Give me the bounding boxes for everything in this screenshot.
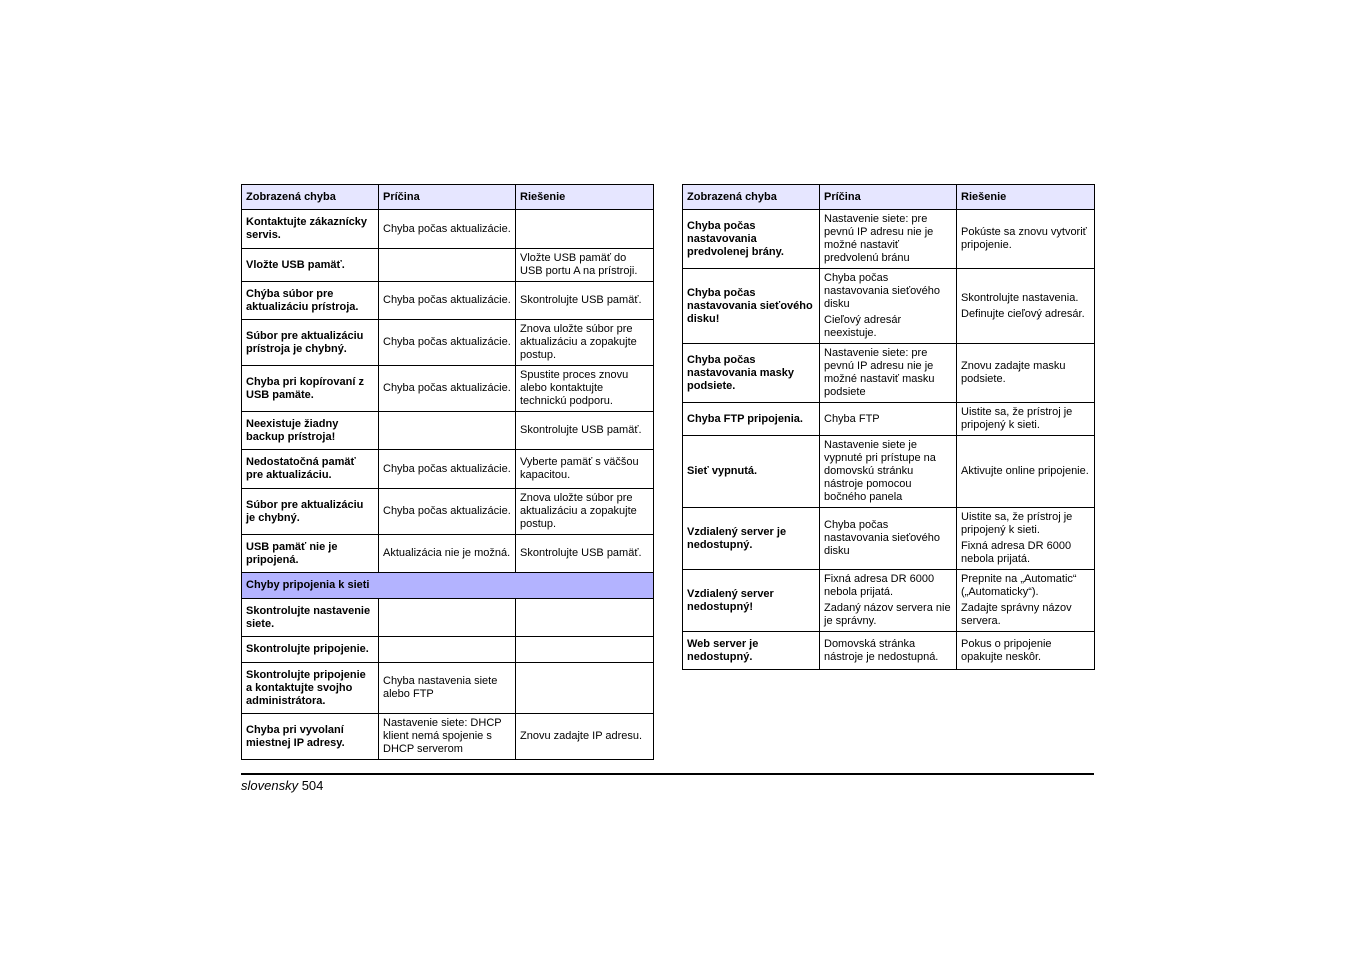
- solution-text: Znova uložte súbor pre aktualizáciu a zopakujte postup.: [520, 492, 637, 530]
- cause-cell: [820, 269, 957, 344]
- table-row: [242, 714, 654, 760]
- table-row: [242, 320, 654, 366]
- table-row: [683, 269, 1095, 344]
- cause-text: Chyba počas aktualizácie.: [383, 462, 511, 475]
- cause-cell: [379, 450, 516, 489]
- error-message: Sieť vypnutá.: [683, 436, 820, 508]
- solution-text: Skontrolujte USB pamäť.: [520, 424, 642, 436]
- error-message: Vzdialený server nedostupný!: [683, 570, 820, 632]
- cause-cell: [379, 210, 516, 249]
- solution-text: Skontrolujte USB pamäť.: [520, 294, 642, 306]
- error-message: USB pamäť nie je pripojená.: [242, 535, 379, 573]
- solution-cell: [516, 450, 654, 489]
- solution-cell: [957, 210, 1095, 269]
- error-message: Skontrolujte pripojenie.: [242, 637, 379, 663]
- solution-cell: [957, 570, 1095, 632]
- cause-text: Chyba počas aktualizácie.: [383, 336, 511, 348]
- cause-cell: [379, 599, 516, 637]
- solution-text: Znova uložte súbor pre aktualizáciu a zopakujte postup.: [520, 323, 637, 361]
- header-error: Zobrazená chyba: [683, 185, 820, 210]
- solution-cell: [516, 210, 654, 249]
- cause-text: Chyba počas aktualizácie.: [383, 382, 511, 394]
- solution-cell: [516, 535, 654, 573]
- table-row: [242, 599, 654, 637]
- cause-cell: [820, 210, 957, 269]
- error-message: Neexistuje žiadny backup prístroja!: [242, 412, 379, 450]
- table-row: [242, 282, 654, 320]
- solution-text: Aktivujte online pripojenie.: [961, 465, 1089, 477]
- error-message: Chyba FTP pripojenia.: [683, 403, 820, 436]
- error-message: Súbor pre aktualizáciu prístroja je chybný.: [242, 320, 379, 366]
- cause-text: Aktualizácia nie je možná.: [383, 547, 511, 559]
- error-message: Chyba pri kopírovaní z USB pamäte.: [242, 366, 379, 412]
- table-header-row: [683, 185, 1095, 210]
- table-row: [242, 366, 654, 412]
- table-row: [242, 412, 654, 450]
- cause-text: Chyba počas aktualizácie.: [383, 505, 511, 517]
- error-table-right: [682, 184, 1095, 670]
- error-message: Chyba pri vyvolaní miestnej IP adresy.: [242, 714, 379, 760]
- error-message: Súbor pre aktualizáciu je chybný.: [242, 489, 379, 535]
- table-row: [242, 637, 654, 663]
- cause-text: Nastavenie siete je vypnuté pri prístupe na domovskú stránku nástroje pomocou bočného panela: [824, 439, 936, 503]
- cause-cell: [379, 714, 516, 760]
- error-message: Skontrolujte pripojenie a kontaktujte svojho administrátora.: [242, 663, 379, 714]
- table-row: [242, 663, 654, 714]
- cause-text: Chyba počas nastavovania sieťového disku: [824, 272, 941, 310]
- table-row: [683, 344, 1095, 403]
- page-footer: [241, 778, 323, 793]
- error-message: Nedostatočná pamäť pre aktualizáciu.: [242, 450, 379, 489]
- error-message: Skontrolujte nastavenie siete.: [242, 599, 379, 637]
- header-solution: Riešenie: [516, 185, 654, 210]
- cause-cell: [820, 436, 957, 508]
- cause-cell: [379, 663, 516, 714]
- error-message: Web server je nedostupný.: [683, 632, 820, 670]
- cause-text: Cieľový adresár neexistuje.: [824, 314, 902, 339]
- cause-cell: [820, 403, 957, 436]
- solution-cell: [516, 320, 654, 366]
- error-message: Chyba počas nastavovania sieťového disku!: [683, 269, 820, 344]
- header-error: Zobrazená chyba: [242, 185, 379, 210]
- table-row: [683, 632, 1095, 670]
- solution-cell: [957, 403, 1095, 436]
- cause-text: Nastavenie siete: DHCP klient nemá spojenie s DHCP serverom: [383, 717, 502, 755]
- solution-text: Vložte USB pamäť do USB portu A na prístroji.: [520, 252, 638, 277]
- solution-text: Fixná adresa DR 6000 nebola prijatá.: [961, 540, 1072, 565]
- solution-text: Prepnite na „Automatic“ („Automaticky“).: [961, 573, 1077, 598]
- solution-cell: [957, 269, 1095, 344]
- table-row: [683, 210, 1095, 269]
- cause-cell: [379, 249, 516, 282]
- cause-cell: [379, 320, 516, 366]
- error-message: Vzdialený server je nedostupný.: [683, 508, 820, 570]
- cause-text: Nastavenie siete: pre pevnú IP adresu nie je možné nastaviť predvolenú bránu: [824, 213, 934, 264]
- solution-cell: [516, 412, 654, 450]
- cause-text: Chyba počas aktualizácie.: [383, 294, 511, 306]
- solution-cell: [516, 282, 654, 320]
- table-row: [242, 489, 654, 535]
- table-row: [242, 450, 654, 489]
- solution-cell: [516, 489, 654, 535]
- footer-page-number: 504: [301, 778, 324, 793]
- cause-cell: [379, 637, 516, 663]
- solution-cell: [516, 249, 654, 282]
- cause-cell: [820, 508, 957, 570]
- header-cause: Príčina: [820, 185, 957, 210]
- solution-text: Znovu zadajte IP adresu.: [520, 730, 643, 742]
- cause-cell: [820, 570, 957, 632]
- solution-text: Pokus o pripojenie opakujte neskôr.: [961, 637, 1052, 663]
- cause-cell: [379, 366, 516, 412]
- table-row: [242, 535, 654, 573]
- cause-cell: [820, 344, 957, 403]
- solution-text: Vyberte pamäť s väčšou kapacitou.: [520, 456, 639, 481]
- solution-cell: [957, 508, 1095, 570]
- table-row: [683, 508, 1095, 570]
- solution-text: Skontrolujte USB pamäť.: [520, 547, 642, 559]
- cause-text: Chyba FTP: [824, 412, 880, 425]
- table-row: [683, 403, 1095, 436]
- solution-text: Uistite sa, že prístroj je pripojený k sieti.: [961, 511, 1073, 536]
- error-message: Chyba počas nastavovania predvolenej brány.: [683, 210, 820, 269]
- table-row: [242, 210, 654, 249]
- solution-text: Zadajte správny názov servera.: [961, 602, 1072, 627]
- table-row: [683, 570, 1095, 632]
- error-message: Chýba súbor pre aktualizáciu prístroja.: [242, 282, 379, 320]
- solution-text: Definujte cieľový adresár.: [961, 307, 1085, 320]
- section-title: Chyby pripojenia k sieti: [242, 573, 654, 599]
- cause-cell: [379, 282, 516, 320]
- cause-text: Chyba nastavenia siete alebo FTP: [383, 675, 498, 700]
- solution-text: Uistite sa, že prístroj je pripojený k sieti.: [961, 406, 1073, 431]
- solution-cell: [957, 632, 1095, 670]
- cause-cell: [379, 412, 516, 450]
- footer-language: slovensky: [241, 778, 299, 793]
- section-row: [242, 573, 654, 599]
- header-solution: Riešenie: [957, 185, 1095, 210]
- header-cause: Príčina: [379, 185, 516, 210]
- solution-cell: [516, 663, 654, 714]
- solution-text: Spustite proces znovu alebo kontaktujte technickú podporu.: [520, 369, 629, 407]
- cause-text: Zadaný názov servera nie je správny.: [824, 602, 951, 627]
- cause-text: Chyba počas aktualizácie.: [383, 222, 511, 235]
- cause-text: Domovská stránka nástroje je nedostupná.: [824, 637, 939, 663]
- solution-cell: [516, 714, 654, 760]
- solution-text: Pokúste sa znovu vytvoriť pripojenie.: [961, 226, 1087, 251]
- solution-cell: [516, 637, 654, 663]
- solution-cell: [516, 366, 654, 412]
- table-row: [242, 249, 654, 282]
- solution-cell: [516, 599, 654, 637]
- cause-text: Nastavenie siete: pre pevnú IP adresu nie je možné nastaviť masku podsiete: [824, 347, 935, 398]
- solution-cell: [957, 344, 1095, 403]
- error-table-left: [241, 184, 654, 760]
- cause-text: Chyba počas nastavovania sieťového disku: [824, 519, 941, 557]
- error-message: Kontaktujte zákaznícky servis.: [242, 210, 379, 249]
- error-message: Chyba počas nastavovania masky podsiete.: [683, 344, 820, 403]
- cause-cell: [379, 535, 516, 573]
- table-row: [683, 436, 1095, 508]
- table-header-row: [242, 185, 654, 210]
- cause-cell: [379, 489, 516, 535]
- cause-cell: [820, 632, 957, 670]
- error-message: Vložte USB pamäť.: [242, 249, 379, 282]
- solution-text: Skontrolujte nastavenia.: [961, 291, 1079, 304]
- solution-cell: [957, 436, 1095, 508]
- cause-text: Fixná adresa DR 6000 nebola prijatá.: [824, 573, 935, 598]
- footer-rule: [241, 773, 1094, 775]
- solution-text: Znovu zadajte masku podsiete.: [961, 360, 1066, 385]
